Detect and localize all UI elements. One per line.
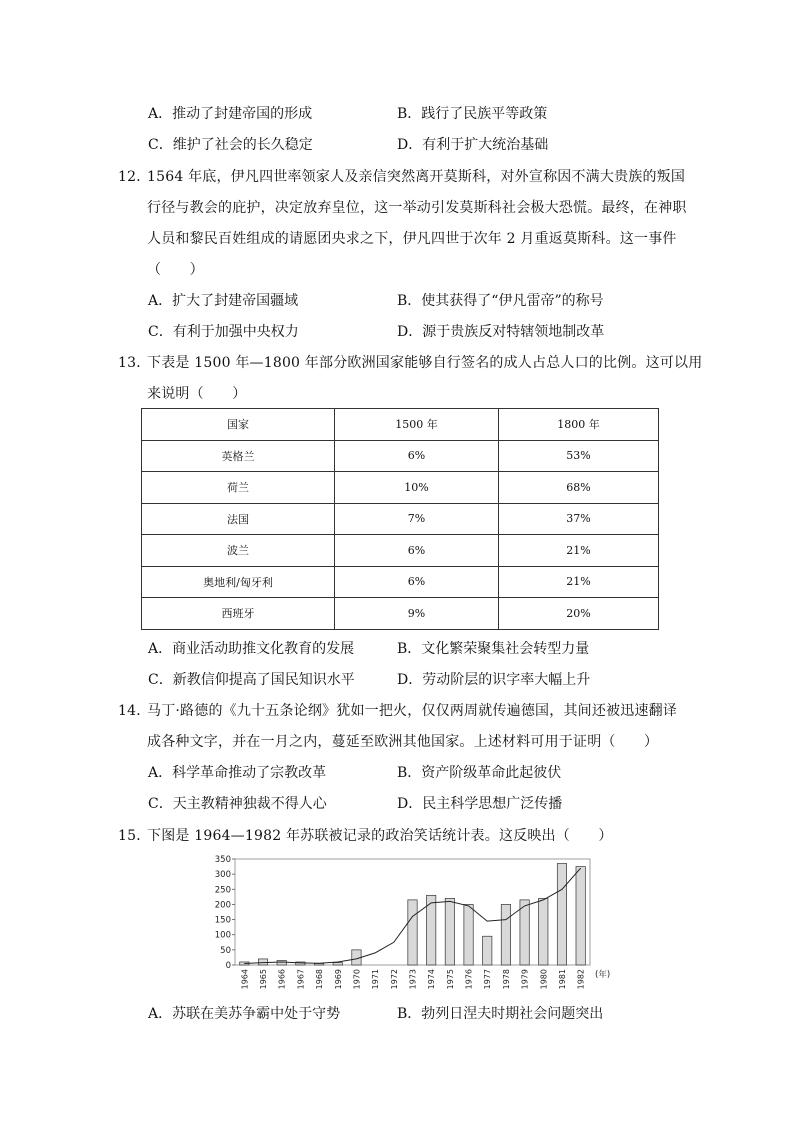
table-cell-country: 荷兰 (142, 472, 335, 504)
option-letter: D． (397, 796, 423, 812)
option-letter: B． (397, 293, 422, 309)
q12-option-b (397, 290, 604, 310)
literacy-table (141, 408, 659, 630)
option-letter: B． (397, 641, 422, 657)
option-letter: A． (148, 765, 173, 781)
y-tick-label: 0 (225, 961, 231, 971)
x-tick-label: 1980 (539, 969, 549, 990)
option-text: 新教信仰提高了国民知识水平 (172, 672, 355, 688)
q12-line: 行径与教会的庇护，决定放弃皇位，这一举动引发莫斯科社会极大恐慌。最终，在神职 (147, 200, 687, 216)
y-tick-label: 100 (214, 930, 231, 941)
q12-number: 12． (118, 169, 151, 185)
option-letter: D． (397, 672, 423, 688)
table-cell-country: 法国 (142, 503, 335, 535)
q13-line: 下表是 1500 年—1800 年部分欧洲国家能够自行签名的成人占总人口的比例。这可以用 (147, 355, 703, 371)
x-tick-label: 1967 (296, 969, 306, 990)
q12-line: 人员和黎民百姓组成的请愿团央求之下，伊凡四世于次年 2 月重返莫斯科。这一事件 (147, 231, 677, 247)
bar (445, 898, 454, 965)
option-text: 源于贵族反对特辖领地制改革 (422, 324, 605, 340)
option-text: 天主教精神独裁不得人心 (172, 796, 327, 812)
x-tick-label: 1970 (352, 969, 362, 990)
table-row (142, 535, 659, 567)
q12-option-c (148, 321, 299, 341)
option-text: 科学革命推动了宗教改革 (172, 765, 327, 781)
option-letter: B． (397, 765, 422, 781)
table-header-cell: 1500 年 (335, 409, 499, 441)
table-cell: 37% (499, 503, 659, 535)
x-tick-label: 1972 (389, 969, 399, 990)
q14-line: 马丁·路德的《九十五条论纲》犹如一把火，仅仅两周就传遍德国，其间还被迅速翻译 (147, 703, 678, 719)
table-row (142, 503, 659, 535)
y-tick-label: 50 (220, 945, 231, 956)
q13-option-d (397, 669, 590, 689)
bar (408, 900, 417, 965)
table-cell: 21% (499, 535, 659, 567)
table-cell: 53% (499, 440, 659, 472)
x-tick-label: 1969 (333, 969, 343, 990)
option-text: 践行了民族平等政策 (421, 106, 548, 122)
q11-option-c (148, 134, 313, 154)
y-tick-label: 300 (214, 870, 231, 881)
x-tick-label: 1965 (259, 969, 269, 990)
option-letter: A． (148, 106, 173, 122)
q12-option-a (148, 290, 298, 310)
x-tick-label: 1977 (483, 969, 493, 990)
x-tick-label: 1978 (501, 969, 511, 990)
table-cell-country: 英格兰 (142, 440, 335, 472)
option-text: 维护了社会的长久稳定 (172, 137, 313, 153)
y-tick-label: 200 (214, 900, 231, 911)
x-tick-label: 1976 (464, 969, 474, 990)
x-tick-label: 1966 (277, 969, 287, 990)
q12-line: （ ） (147, 262, 204, 278)
q13-option-c (148, 669, 355, 689)
table-row (142, 440, 659, 472)
x-tick-label: 1982 (576, 969, 586, 990)
table-cell: 6% (335, 440, 499, 472)
x-tick-label: 1981 (557, 969, 567, 990)
x-tick-label: 1973 (408, 969, 418, 990)
option-letter: B． (397, 1006, 422, 1022)
option-letter: A． (148, 293, 173, 309)
q12-line: 1564 年底，伊凡四世率领家人及亲信突然离开莫斯科，对外宣称因不满大贵族的叛国 (147, 169, 686, 185)
q14-option-d (397, 793, 562, 813)
option-letter: C． (148, 324, 173, 340)
option-text: 文化繁荣聚集社会转型力量 (421, 641, 590, 657)
option-letter: D． (397, 324, 423, 340)
q14-number: 14． (118, 703, 151, 719)
bar (576, 867, 585, 965)
option-text: 有利于扩大统治基础 (422, 137, 549, 153)
table-header-row (142, 409, 659, 441)
q11-option-a (148, 103, 312, 123)
q11-option-b (397, 103, 547, 123)
x-tick-label: 1968 (315, 969, 325, 990)
q13-number: 13． (118, 355, 151, 371)
political-jokes-chart (205, 852, 625, 992)
bar (501, 904, 510, 965)
x-tick-label: 1971 (371, 969, 381, 990)
table-header-cell: 国家 (142, 409, 335, 441)
option-letter: A． (148, 1006, 173, 1022)
table-row (142, 472, 659, 504)
option-text: 民主科学思想广泛传播 (422, 796, 563, 812)
option-letter: C． (148, 796, 173, 812)
bar (277, 960, 286, 965)
table-cell-country: 奥地利/匈牙利 (142, 566, 335, 598)
x-tick-label: 1974 (427, 969, 437, 990)
table-cell: 21% (499, 566, 659, 598)
option-letter: C． (148, 137, 173, 153)
option-text: 资产阶级革命此起彼伏 (421, 765, 562, 781)
x-unit-label: (年) (595, 970, 611, 980)
y-tick-label: 250 (214, 885, 231, 896)
option-letter: C． (148, 672, 173, 688)
q11-option-d (397, 134, 548, 154)
x-tick-label: 1979 (520, 969, 530, 990)
table-cell: 6% (335, 566, 499, 598)
bar (539, 898, 548, 965)
option-text: 劳动阶层的识字率大幅上升 (422, 672, 591, 688)
option-text: 推动了封建帝国的形成 (172, 106, 313, 122)
q15-line: 下图是 1964—1982 年苏联被记录的政治笑话统计表。这反映出（ ） (147, 828, 613, 844)
bar (483, 936, 492, 965)
table-cell: 20% (499, 598, 659, 630)
option-letter: B． (397, 106, 422, 122)
q13-line: 来说明（ ） (147, 386, 247, 402)
option-letter: D． (397, 137, 423, 153)
table-row (142, 598, 659, 630)
x-tick-label: 1964 (240, 969, 250, 990)
option-text: 使其获得了“伊凡雷帝”的称号 (421, 293, 604, 309)
q15-option-a (148, 1003, 340, 1023)
q13-option-a (148, 638, 354, 658)
x-tick-label: 1975 (445, 969, 455, 990)
bar (520, 900, 529, 965)
bar (314, 963, 323, 965)
table-cell-country: 西班牙 (142, 598, 335, 630)
q14-option-c (148, 793, 327, 813)
q14-line: 成各种文字，并在一月之内，蔓延至欧洲其他国家。上述材料可用于证明（ ） (147, 734, 659, 750)
table-cell: 7% (335, 503, 499, 535)
option-text: 商业活动助推文化教育的发展 (172, 641, 355, 657)
table-header-cell: 1800 年 (499, 409, 659, 441)
option-text: 扩大了封建帝国疆域 (172, 293, 299, 309)
q15-option-b (397, 1003, 603, 1023)
q15-number: 15． (118, 828, 151, 844)
option-text: 勃列日涅夫时期社会问题突出 (421, 1006, 604, 1022)
q14-option-b (397, 762, 561, 782)
table-cell: 9% (335, 598, 499, 630)
table-cell: 10% (335, 472, 499, 504)
bar (557, 864, 566, 965)
option-text: 有利于加强中央权力 (172, 324, 299, 340)
table-cell: 6% (335, 535, 499, 567)
bar (464, 904, 473, 965)
bar (258, 959, 267, 965)
q14-option-a (148, 762, 326, 782)
bar (333, 963, 342, 965)
y-tick-label: 350 (214, 855, 231, 865)
option-text: 苏联在美苏争霸中处于守势 (172, 1006, 341, 1022)
table-row (142, 566, 659, 598)
y-tick-label: 150 (214, 915, 231, 926)
option-letter: A． (148, 641, 173, 657)
q12-option-d (397, 321, 604, 341)
q13-option-b (397, 638, 589, 658)
table-cell: 68% (499, 472, 659, 504)
table-cell-country: 波兰 (142, 535, 335, 567)
